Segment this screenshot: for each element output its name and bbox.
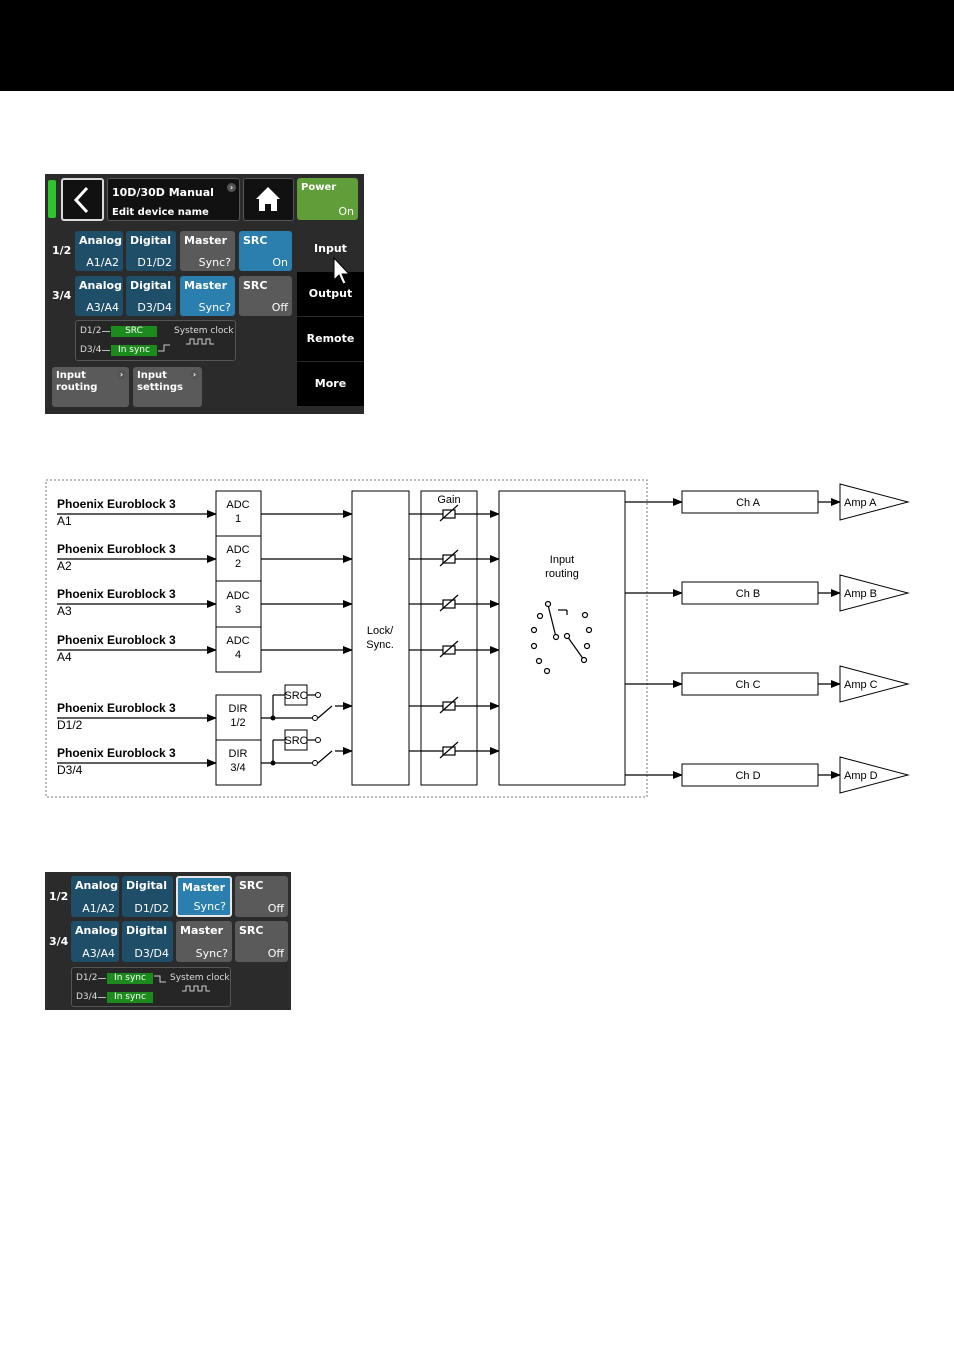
tile-name: Digital <box>130 279 171 292</box>
input-routing-button[interactable] <box>52 367 129 407</box>
tile-value: Sync? <box>198 256 231 269</box>
routing-l1: Input <box>549 554 575 566</box>
input-sub-a2: A2 <box>57 559 72 573</box>
chevron-left-icon <box>63 180 102 219</box>
power-label: Power <box>301 182 337 193</box>
tab-output[interactable]: Output <box>297 272 364 316</box>
src-box-2: SRC <box>284 735 308 747</box>
amp-b: Amp B <box>844 588 878 600</box>
tile-value: Off <box>267 902 284 915</box>
digital-tile-3-4[interactable] <box>122 921 173 962</box>
tile-name: Analog <box>75 879 118 892</box>
tile-name: Digital <box>130 234 171 247</box>
master-tile-3-4[interactable] <box>180 276 235 316</box>
tile-value: Sync? <box>193 900 226 913</box>
sync-d12-label: D1/2 <box>80 326 102 336</box>
adc3-l2: 3 <box>234 604 242 616</box>
dir34-l2: 3/4 <box>230 762 246 774</box>
status-led <box>48 180 56 218</box>
input-sub-a1: A1 <box>57 514 72 528</box>
input-label-d34: Phoenix Euroblock 3 <box>57 746 176 760</box>
src-box-1: SRC <box>284 690 308 702</box>
adc4-l2: 4 <box>234 649 242 661</box>
input-label-d12: Phoenix Euroblock 3 <box>57 701 176 715</box>
routing-l2: routing <box>545 568 579 580</box>
sync-d34-label: D3/4 <box>80 345 102 355</box>
clock-wave-icon <box>186 338 216 346</box>
row-label-3-4: 3/4 <box>49 935 69 948</box>
ch-d: Ch D <box>735 770 761 782</box>
lock-l2: Sync. <box>366 639 394 651</box>
tile-value: A3/A4 <box>86 301 119 314</box>
input-label-a1: Phoenix Euroblock 3 <box>57 497 176 511</box>
device-screen-input <box>45 174 364 414</box>
analog-tile-3-4[interactable] <box>75 276 123 316</box>
tile-name: SRC <box>239 879 264 892</box>
input-settings-line1: Input <box>137 370 167 381</box>
src-tile-1-2[interactable] <box>239 231 292 271</box>
home-button[interactable] <box>243 178 294 221</box>
tile-value: D1/D2 <box>137 256 172 269</box>
input-sub-a3: A3 <box>57 604 72 618</box>
tile-name: Analog <box>79 234 122 247</box>
adc4-l1: ADC <box>226 635 250 647</box>
amp-a: Amp A <box>844 497 877 509</box>
input-sub-d12: D1/2 <box>57 718 83 732</box>
tile-value: D3/D4 <box>137 301 172 314</box>
back-button[interactable] <box>61 178 104 221</box>
tile-name: SRC <box>243 234 268 247</box>
amp-d: Amp D <box>844 770 878 782</box>
input-label-a2: Phoenix Euroblock 3 <box>57 542 176 556</box>
sync-d34-status: In sync <box>111 345 157 356</box>
adc1-l1: ADC <box>226 499 250 511</box>
tab-input[interactable]: Input <box>297 227 364 271</box>
tile-name: Analog <box>79 279 122 292</box>
power-value: On <box>338 205 354 218</box>
device-subtitle: Edit device name <box>112 207 209 218</box>
header-bar <box>0 0 954 91</box>
tile-name: Master <box>180 924 224 937</box>
tile-value: D1/D2 <box>134 902 169 915</box>
tile-name: Analog <box>75 924 118 937</box>
tile-name: Digital <box>126 924 167 937</box>
digital-tile-3-4[interactable] <box>126 276 176 316</box>
tile-value: Sync? <box>198 301 231 314</box>
amp-c: Amp C <box>844 679 878 691</box>
dir12-l2: 1/2 <box>230 717 246 729</box>
ch-b: Ch B <box>735 588 761 600</box>
system-clock-label: System clock <box>170 973 230 983</box>
adc2-l2: 2 <box>234 558 242 570</box>
src-tile-3-4[interactable] <box>235 921 288 962</box>
analog-tile-1-2[interactable] <box>71 876 119 917</box>
ch-c: Ch C <box>735 679 761 691</box>
device-screen-sync <box>45 872 291 1010</box>
sync-d34-label: D3/4 <box>76 992 98 1002</box>
power-button[interactable] <box>297 178 358 220</box>
system-clock-label: System clock <box>174 326 234 336</box>
tile-name: SRC <box>243 279 268 292</box>
dir12-l1: DIR <box>228 703 248 715</box>
tile-value: A1/A2 <box>86 256 119 269</box>
master-tile-1-2[interactable] <box>176 876 232 917</box>
chevron-right-icon: › <box>227 183 236 192</box>
tile-name: Master <box>182 881 226 894</box>
input-sub-d34: D3/4 <box>57 763 83 777</box>
input-block-diagram <box>0 470 954 810</box>
src-tile-3-4[interactable] <box>239 276 292 316</box>
sync-d12-label: D1/2 <box>76 973 98 983</box>
tile-value: A3/A4 <box>82 947 115 960</box>
sync-status-panel <box>75 320 236 361</box>
master-tile-3-4[interactable] <box>176 921 232 962</box>
adc3-l1: ADC <box>226 590 250 602</box>
chevron-right-icon: › <box>117 370 126 379</box>
tab-more[interactable]: More <box>297 362 364 406</box>
tile-value: A1/A2 <box>82 902 115 915</box>
device-title: 10D/30D Manual <box>112 186 214 199</box>
lock-l1: Lock/ <box>366 625 394 637</box>
device-title-button[interactable] <box>107 178 240 221</box>
tile-value: Off <box>271 301 288 314</box>
tile-name: SRC <box>239 924 264 937</box>
tile-name: Master <box>184 234 228 247</box>
sync-d12-status: In sync <box>107 973 153 984</box>
clock-wave-icon <box>182 985 212 993</box>
input-label-a4: Phoenix Euroblock 3 <box>57 633 176 647</box>
analog-tile-3-4[interactable] <box>71 921 119 962</box>
sync-d34-status: In sync <box>107 992 153 1003</box>
digital-tile-1-2[interactable] <box>122 876 173 917</box>
dir34-l1: DIR <box>228 748 248 760</box>
master-tile-1-2[interactable] <box>180 231 235 271</box>
tile-value: D3/D4 <box>134 947 169 960</box>
gain-label: Gain <box>437 494 461 506</box>
input-settings-line2: settings <box>137 382 183 393</box>
tile-value: Off <box>267 947 284 960</box>
row-label-1-2: 1/2 <box>52 244 72 257</box>
sync-status-panel <box>71 967 231 1007</box>
input-settings-button[interactable] <box>133 367 202 407</box>
row-label-3-4: 3/4 <box>52 289 72 302</box>
tab-remote[interactable]: Remote <box>297 317 364 361</box>
sync-step-icon <box>158 343 170 353</box>
cursor-pointer-icon <box>332 256 350 286</box>
chevron-right-icon: › <box>190 370 199 379</box>
ch-a: Ch A <box>736 497 760 509</box>
tile-value: On <box>272 256 288 269</box>
input-label-a3: Phoenix Euroblock 3 <box>57 587 176 601</box>
digital-tile-1-2[interactable] <box>126 231 176 271</box>
sync-d12-status: SRC <box>111 326 157 337</box>
analog-tile-1-2[interactable] <box>75 231 123 271</box>
input-sub-a4: A4 <box>57 650 72 664</box>
tile-name: Digital <box>126 879 167 892</box>
input-routing-line1: Input <box>56 370 86 381</box>
tile-value: Sync? <box>195 947 228 960</box>
input-routing-line2: routing <box>56 382 98 393</box>
sync-step-icon <box>154 974 166 984</box>
home-icon <box>244 179 293 220</box>
row-label-1-2: 1/2 <box>49 890 69 903</box>
src-tile-1-2[interactable] <box>235 876 288 917</box>
adc2-l1: ADC <box>226 544 250 556</box>
tile-name: Master <box>184 279 228 292</box>
adc1-l2: 1 <box>234 513 242 525</box>
